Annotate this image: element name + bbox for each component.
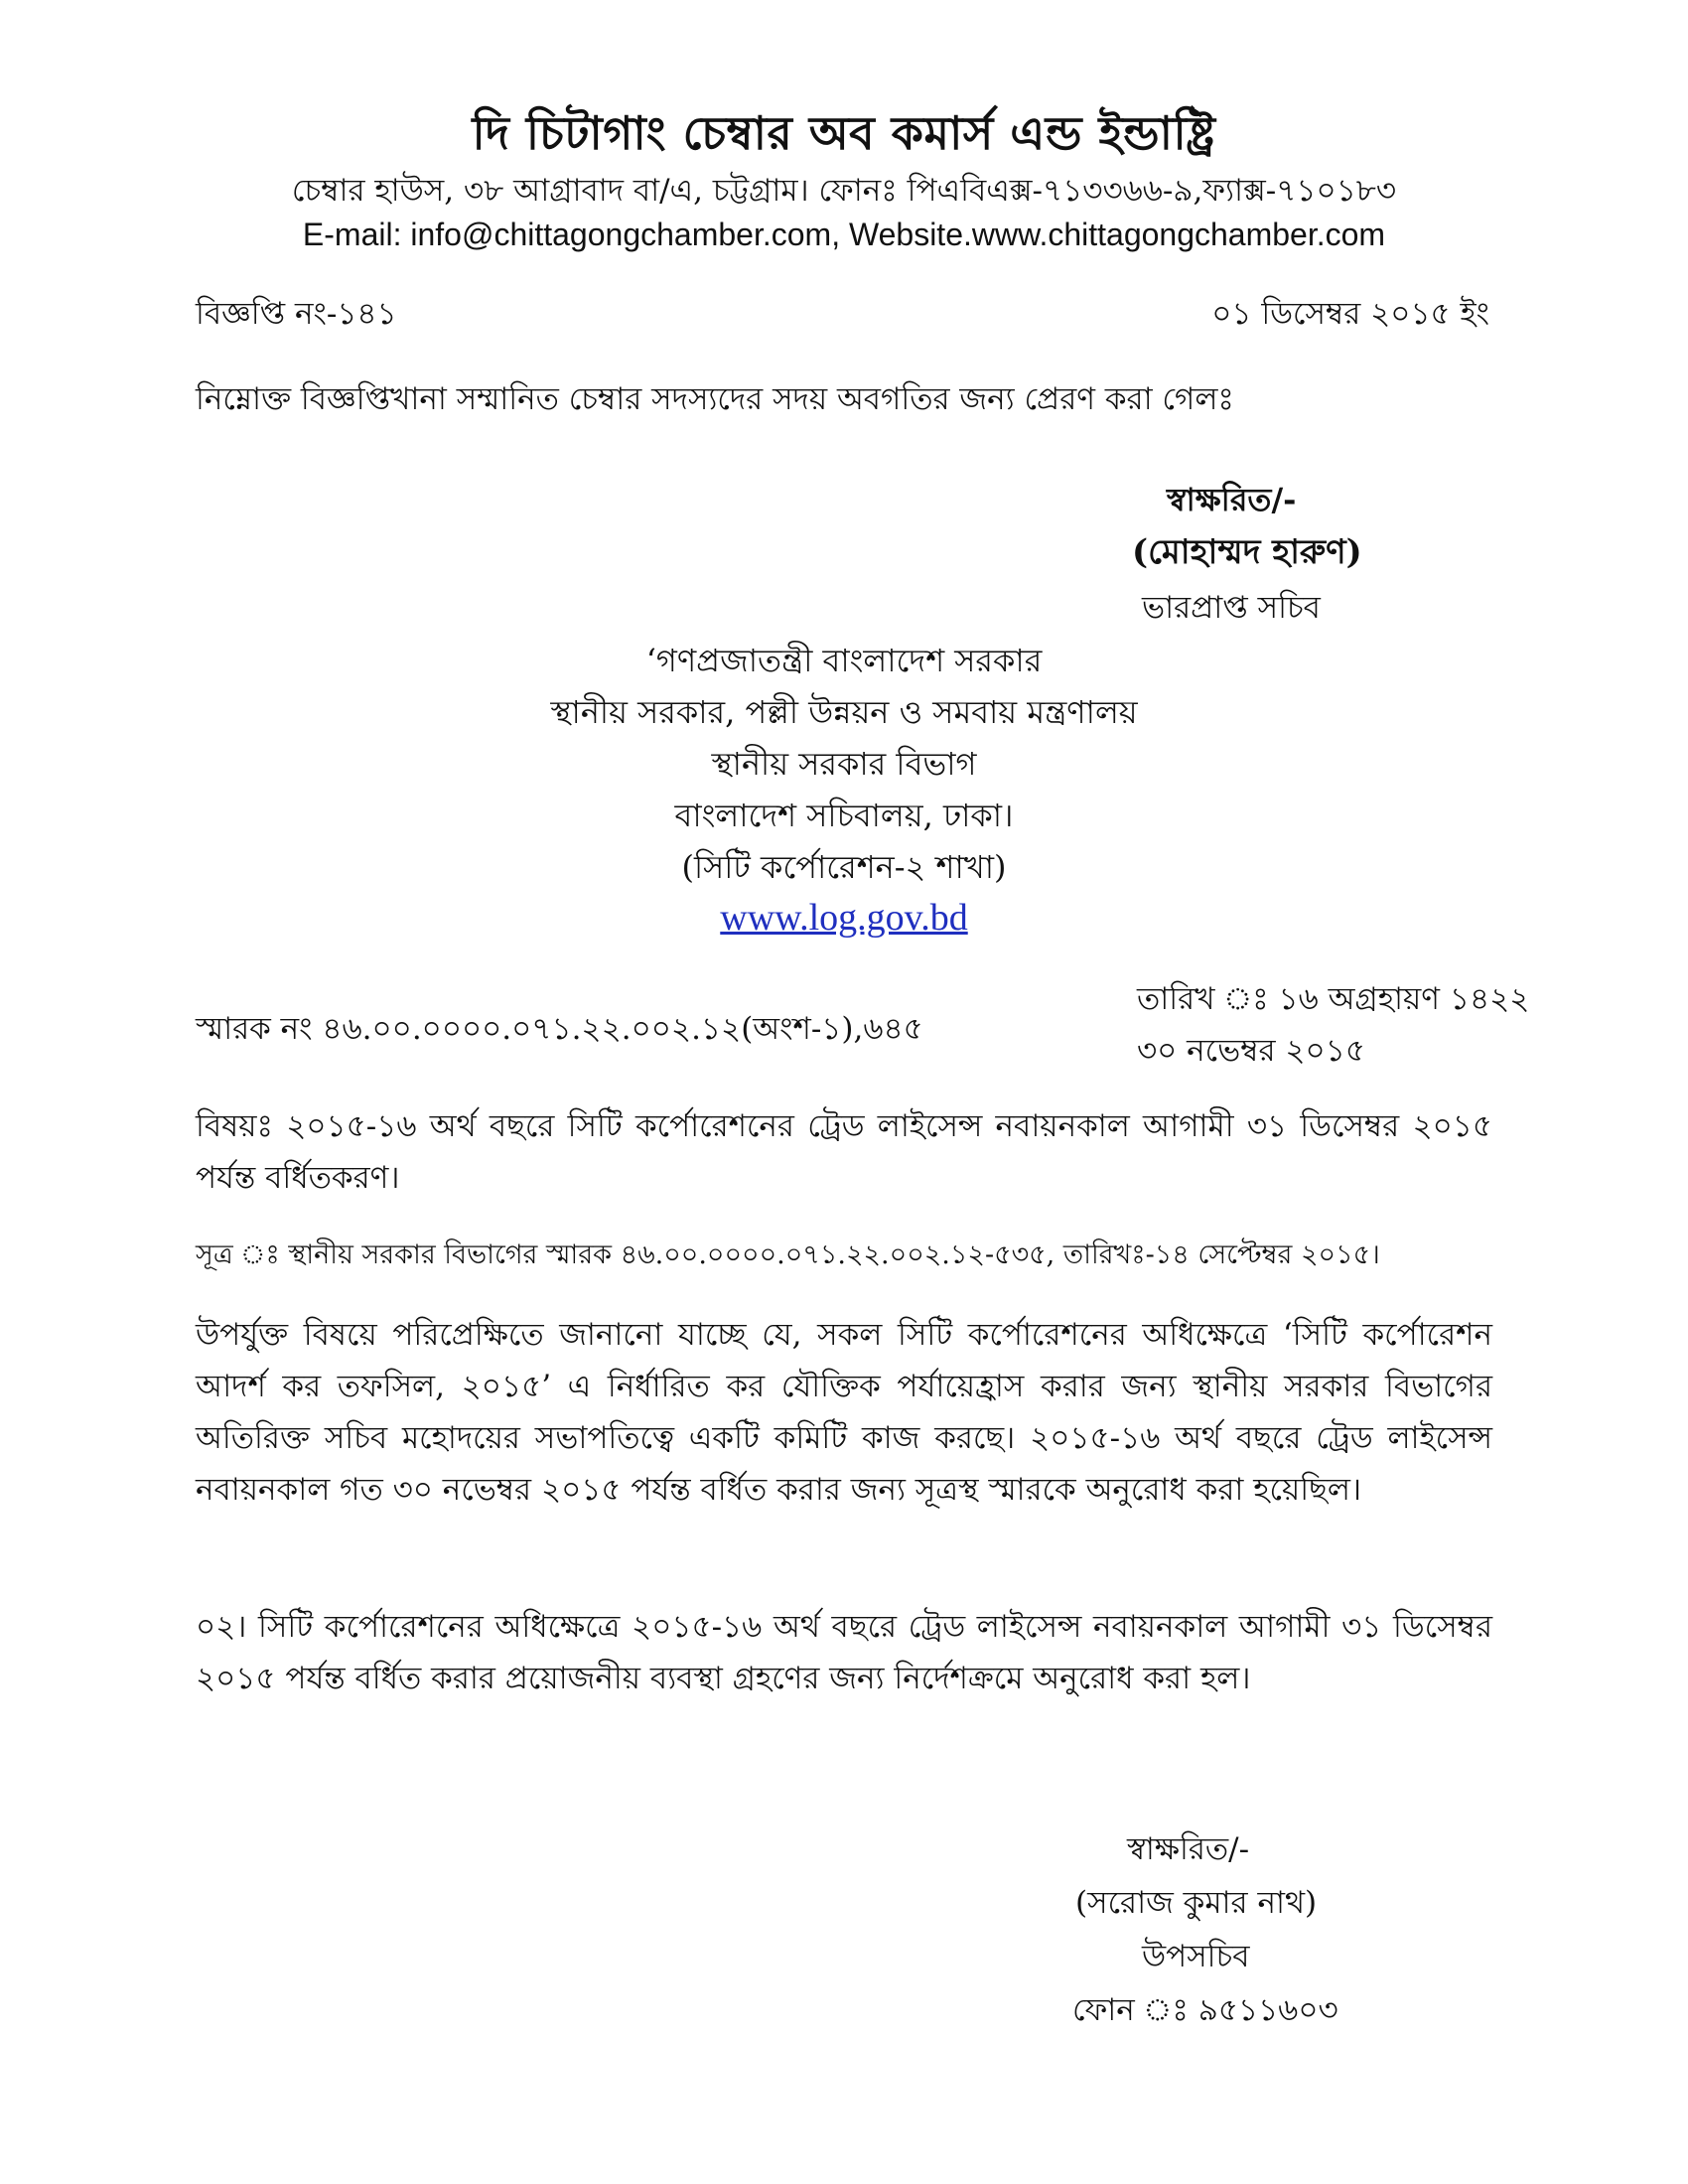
memo-date-english: ৩০ নভেম্বর ২০১৫ bbox=[1137, 1033, 1365, 1069]
memo-number: স্মারক নং ৪৬.০০.০০০০.০৭১.২২.০০২.১২(অংশ-১),৬৪৫ bbox=[196, 1011, 923, 1047]
notice-intro: নিম্নোক্ত বিজ্ঞপ্তিখানা সম্মানিত চেম্বার সদস্যদের সদয় অবগতির জন্য প্রেরণ করা গেলঃ bbox=[196, 381, 1234, 417]
chamber-signatory-name: (মোহাম্মদ হারুণ) bbox=[1132, 532, 1362, 572]
notice-number: বিজ্ঞপ্তি নং-১৪১ bbox=[196, 296, 397, 332]
government-line-3: স্থানীয় সরকার বিভাগ bbox=[711, 745, 977, 783]
body-paragraph-1: উপর্যুক্ত বিষয়ে পরিপ্রেক্ষিতে জানানো যাচ্ছে যে, সকল সিটি কর্পোরেশনের অধিক্ষেত্রে ‘সিটি কর্পোরেশন আদর্শ কর তফসিল, ২০১৫’ এ নির্ধারিত কর যৌক্তিক পর্যায়েহ্রাস করার জন্য স্থানীয় সরকার বিভাগের অতিরিক্ত সচিব মহোদয়ের সভাপতিত্বে একটি কমিটি কাজ করছে। ২০১৫-১৬ অর্থ বছরে ট্রেড লাইসেন্স নবায়নকাল গত ৩০ নভেম্বর ২০১৫ পর্যন্ত বর্ধিত করার জন্য সূত্রস্থ স্মারকে অনুরোধ করা হয়েছিল। bbox=[196, 1317, 1492, 1508]
government-line-2: স্থানীয় সরকার, পল্লী উন্নয়ন ও সমবায় মন্ত্রণালয় bbox=[550, 693, 1138, 731]
ministry-signatory-title: উপসচিব bbox=[1142, 1939, 1250, 1974]
chamber-signatory-title: ভারপ্রাপ্ত সচিব bbox=[1142, 590, 1321, 626]
ministry-signatory-name: (সরোজ কুমার নাথ) bbox=[1075, 1885, 1318, 1921]
government-line-1: ‘গণপ্রজাতন্ত্রী বাংলাদেশ সরকার bbox=[645, 642, 1043, 679]
organization-contact: E-mail: info@chittagongchamber.com, Website.www.chittagongchamber.com bbox=[302, 217, 1386, 252]
organization-name: দি চিটাগাং চেম্বার অব কমার্স এন্ড ইন্ডাষ্ট্রি bbox=[472, 106, 1216, 160]
ministry-signatory-phone: ফোন ঃ ৯৫১১৬০৩ bbox=[1072, 1992, 1338, 2028]
subject-paragraph: বিষয়ঃ ২০১৫-১৬ অর্থ বছরে সিটি কর্পোরেশনের ট্রেড লাইসেন্স নবায়নকাল আগামী ৩১ ডিসেম্বর ২০১৫ পর্যন্ত বর্ধিতকরণ। bbox=[196, 1108, 1492, 1196]
chamber-signed-label: স্বাক্ষরিত/- bbox=[1167, 481, 1297, 518]
government-line-5: (সিটি কর্পোরেশন-২ শাখা) bbox=[681, 848, 1007, 886]
notice-date: ০১ ডিসেম্বর ২০১৫ ইং bbox=[1211, 296, 1489, 332]
government-website-link[interactable]: www.log.gov.bd bbox=[720, 897, 968, 939]
government-line-4: বাংলাদেশ সচিবালয়, ঢাকা। bbox=[674, 797, 1014, 834]
ministry-signed-label: স্বাক্ষরিত/- bbox=[1127, 1831, 1250, 1867]
reference-line: সূত্র ঃ স্থানীয় সরকার বিভাগের স্মারক ৪৬.০০.০০০০.০৭১.২২.০০২.১২-৫৩৫, তারিখঃ-১৪ সেপ্টেম্বর ২০১৫। bbox=[196, 1239, 1380, 1270]
body-paragraph-2: ০২। সিটি কর্পোরেশনের অধিক্ষেত্রে ২০১৫-১৬ অর্থ বছরে ট্রেড লাইসেন্স নবায়নকাল আগামী ৩১ ডিসেম্বর ২০১৫ পর্যন্ত বর্ধিত করার প্রয়োজনীয় ব্যবস্থা গ্রহণের জন্য নির্দেশক্রমে অনুরোধ করা হল। bbox=[196, 1609, 1492, 1696]
organization-address: চেম্বার হাউস, ৩৮ আগ্রাবাদ বা/এ, চট্টগ্রাম। ফোনঃ পিএবিএক্স-৭১৩৩৬৬-৯,ফ্যাক্স-৭১০১৮৩ bbox=[291, 173, 1397, 209]
memo-date-bangla: তারিখ ঃ ১৬ অগ্রহায়ণ ১৪২২ bbox=[1137, 981, 1530, 1017]
